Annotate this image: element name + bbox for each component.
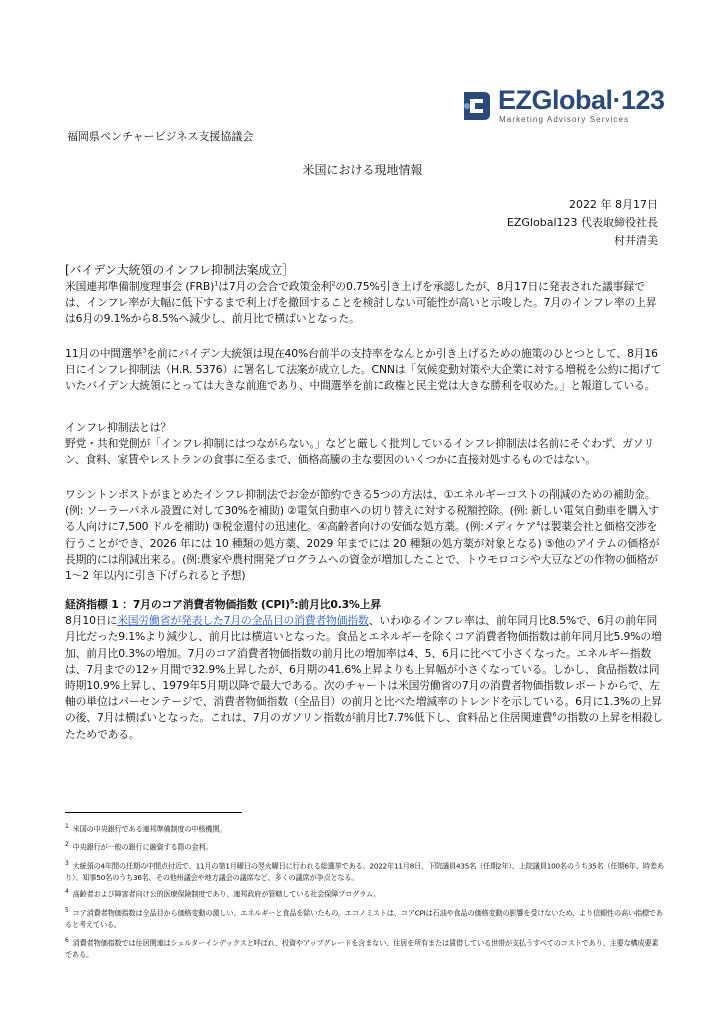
subheading: インフレ抑制法とは？ [65,421,172,434]
footnote-divider [65,812,242,813]
logo-tagline: Marketing Advisory Services [499,115,630,124]
document-title: 米国における現地情報 [302,163,423,177]
recipient-organization: 福岡県ベンチャービジネス支援協議会 [67,130,254,143]
footnote-item: $^2$ 中央銀行が一般の銀行に融資する際の金利。 [65,841,213,852]
author-name: 村井清美 [614,234,658,247]
author-block [507,196,658,250]
footnote-item: $^6$ 消費者物価指数では住居関連はシェルターインデックスと呼ばれ、投資やアップグレードを含まない、住居を所有または賃借している世帯が支払うすべてのコストであり、主要な構成要素である。 [65,936,659,960]
footnote-ref-3: 3 [142,346,147,355]
paragraph-five-ways: ワシントンポストがまとめたインフレ抑制法でお金が節約できる5つの方法は、①エネルギーコストの削減のための補助金。(例: ソーラーパネル設置に対して30%を補助) ②電気自動車への切り替えに対する税額控除。(例: 新しい電気自動車を購入する人向けに7,500 ドルを補助) ③税金還付の迅速化。④高齢者向けの安価な処方薬。(例:メディケア$^4$は製薬会社と価格交渉を行うことができ、2026 年には 10 種類の処方薬、2029 年までには 20 種類の処方薬が対象となる) ⑤他のアイテムの価格が長期的には削減出来る。(例:農家や農村開発プログラムへの資金が増加したことで、トウモロコシや大豆などの作物の価格が 1～2 年以内に引き下げられると予想) [65,488,660,583]
footnote-ref-4: 4 [536,519,541,528]
section-inflation-act [65,262,665,328]
author-role: EZGlobal123 代表取締役社長 [506,216,658,229]
footnote-item: $^3$ 大統領の4年間の任期の中間点付近で、11月の第1月曜日の翌火曜日に行われる総選挙である。2022年11月8日、下院議員435名（任期2年）、上院議員100名のうち35名（任期6年、時差あり）、知事50名のうち36名、その他州議会や地方議会の議席など、多くの議席が争点となる。 [65,859,664,883]
document-date: 2022 年 8月17日 [569,198,658,211]
dol-cpi-link[interactable]: 米国労働省が発表した7月の全品目の消費者物価指数 [117,614,369,628]
paragraph-frb: 米国連邦準備制度理事会 (FRB)$^1$は7月の会合で政策金利$^2$の0.75%引き上げを承認したが、8月17日に発表された議事録では、インフレ率が大幅に低下するまで利上げを撤回することを検討しない可能性が高いと示唆した。7月のインフレ率の上昇は6月の9.1%から8.5%へ減少し、前月比で横ばいとなった。 [65,279,657,326]
footnote-ref-1: 1 [214,279,219,288]
logo-mark-icon [458,88,494,124]
section-heading: [バイデン大統領のインフレ抑制法案成立］ [65,263,294,277]
footnote-ref-6: 6 [552,710,557,719]
paragraph-midterm: 11月の中間選挙$^3$を前にバイデン大統領は現在40%台前半の支持率をなんとか引き上げるための施策のひとつとして、8月16日にインフレ抑制法（H.R. 5376）に署名して法案が成立した。CNNは「気候変動対策や大企業に対する増税を公約に掲げていたバイデン大統領にとっては大きな前進であり、中間選挙を前に政権と民主党は大きな勝利を収めた。」と報道している。 [65,346,661,393]
section-what-is-act [65,420,665,469]
footnote-item: $^4$ 高齢者および障害者向け公的医療保険制度であり、連邦政府が管轄している社会保障プログラム。 [65,888,381,899]
footnote-item: $^5$ コア消費者物価指数は全品目から価格変動の激しい、エネルギーと食品を除いたもの。エコノミストは、コアCPIは石油や食品の価格変動の影響を受けないため、より信頼性の高い指標であると考えている。 [65,906,663,929]
logo-wordmark: EZGlobal·123 [498,85,665,115]
section-economic-indicator [65,597,665,743]
footnote-ref-5: 5 [289,597,295,606]
company-logo [458,86,688,126]
footnotes [65,821,665,961]
footnote-item: $^1$ 米国の中央銀行である連邦準備制度の中核機関。 [65,823,227,834]
paragraph-cpi: 8月10日に米国労働省が発表した7月の全品目の消費者物価指数、いわゆるインフレ率は、前年同月比8.5%で、6月の前年同月比だった9.1%より減少し、前月比は横這いとなった。食品とエネルギーを除くコア消費者物価指数は前年同月比5.9%の増加、前月比0.3%の増加。7月のコア消費者物価指数の前月比の増加率は4、5、6月に比べて小さくなった。エネルギー指数は、7月までの12ヶ月間で32.9%上昇したが、6月期の41.6%上昇よりも上昇幅が小さくなっている。しかし、食品指数は同時期10.9%上昇し、1979年5月期以降で最大である。次のチャートは米国労働省の7月の消費者物価指数レポートからで、左軸の単位はパーセンテージで、消費者物価指数（全品目）の前月と比べた増減率のトレンドを示している。6月に1.3%の上昇の後、7月は横ばいとなった。これは、7月のガソリン指数が前月比7.7%低下し、食料品と住居関連費$^6$の指数の上昇を相殺したためである。 [65,614,663,741]
paragraph-criticism: 野党・共和党側が「インフレ抑制にはつながらない。」などと厳しく批判しているインフレ抑制法は名前にそぐわず、ガソリン、食料、家賃やレストランの食事に至るまで、価格高騰の主な要因のいくつかに直接対処するものではない。 [65,437,655,467]
indicator-heading: 経済指標 1 ：7月のコア消費者物価指数 (CPI)$^5$:前月比0.3%上昇 [65,597,381,611]
footnote-ref-2: 2 [331,279,336,288]
